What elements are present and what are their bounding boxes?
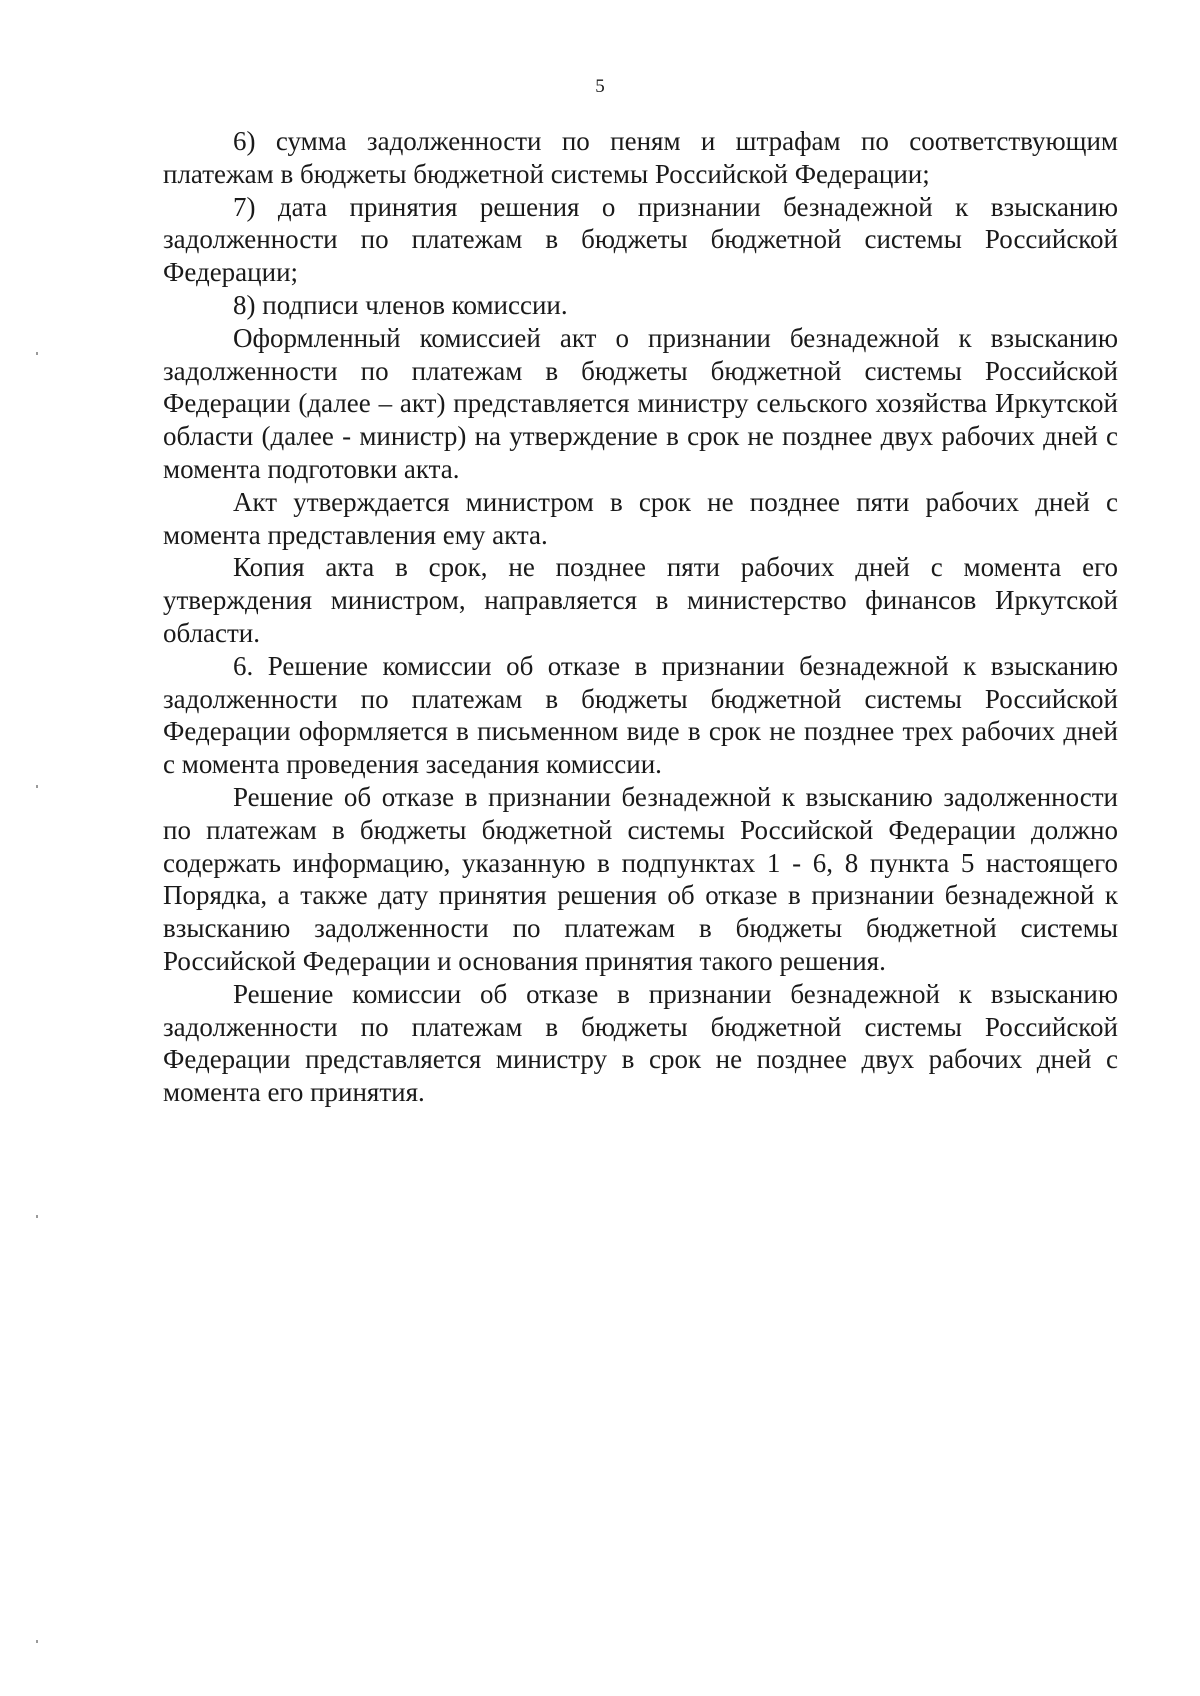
paragraph-act-approval: Акт утверждается министром в срок не позднее пяти рабочих дней с момента представления ему акта. xyxy=(163,486,1118,550)
page-number: 5 xyxy=(595,76,605,97)
document-body xyxy=(163,125,1118,1109)
paragraph-item-6: 6) сумма задолженности по пеням и штрафам по соответствующим платежам в бюджеты бюджетной системы Российской Федерации; xyxy=(163,126,1118,189)
scan-speck xyxy=(36,785,38,788)
paragraph-refusal-content: Решение об отказе в признании безнадежной к взысканию задолженности по платежам в бюджеты бюджетной системы Российской Федерации должно содержать информацию, указанную в подпунктах 1 - 6, 8 пункта 5 настоящего Порядка, а также дату принятия решения об отказе в признании безнадежной к взысканию задолженности по платежам в бюджеты бюджетной системы Российской Федерации и основания принятия такого решения. xyxy=(163,781,1118,976)
paragraph-act-submission: Оформленный комиссией акт о признании безнадежной к взысканию задолженности по платежам в бюджеты бюджетной системы Российской Федерации (далее – акт) представляется министру сельского хозяйства Иркутской области (далее - министр) на утверждение в срок не позднее двух рабочих дней с момента подготовки акта. xyxy=(163,322,1118,484)
scan-speck xyxy=(36,1640,38,1643)
paragraph-item-7: 7) дата принятия решения о признании безнадежной к взысканию задолженности по платежам в бюджеты бюджетной системы Российской Федерации; xyxy=(163,191,1118,288)
paragraph-item-8: 8) подписи членов комиссии. xyxy=(233,289,568,320)
paragraph-refusal-submission: Решение комиссии об отказе в признании безнадежной к взысканию задолженности по платежам в бюджеты бюджетной системы Российской Федерации представляется министру в срок не позднее двух рабочих дней с момента его принятия. xyxy=(163,978,1118,1108)
scan-speck xyxy=(36,352,38,355)
paragraph-act-copy: Копия акта в срок, не позднее пяти рабочих дней с момента его утверждения министром, направляется в министерство финансов Иркутской области. xyxy=(163,552,1118,648)
scan-speck xyxy=(36,1215,38,1218)
paragraph-section-6: 6. Решение комиссии об отказе в признании безнадежной к взысканию задолженности по платежам в бюджеты бюджетной системы Российской Федерации оформляется в письменном виде в срок не позднее трех рабочих дней с момента проведения заседания комиссии. xyxy=(163,650,1118,780)
